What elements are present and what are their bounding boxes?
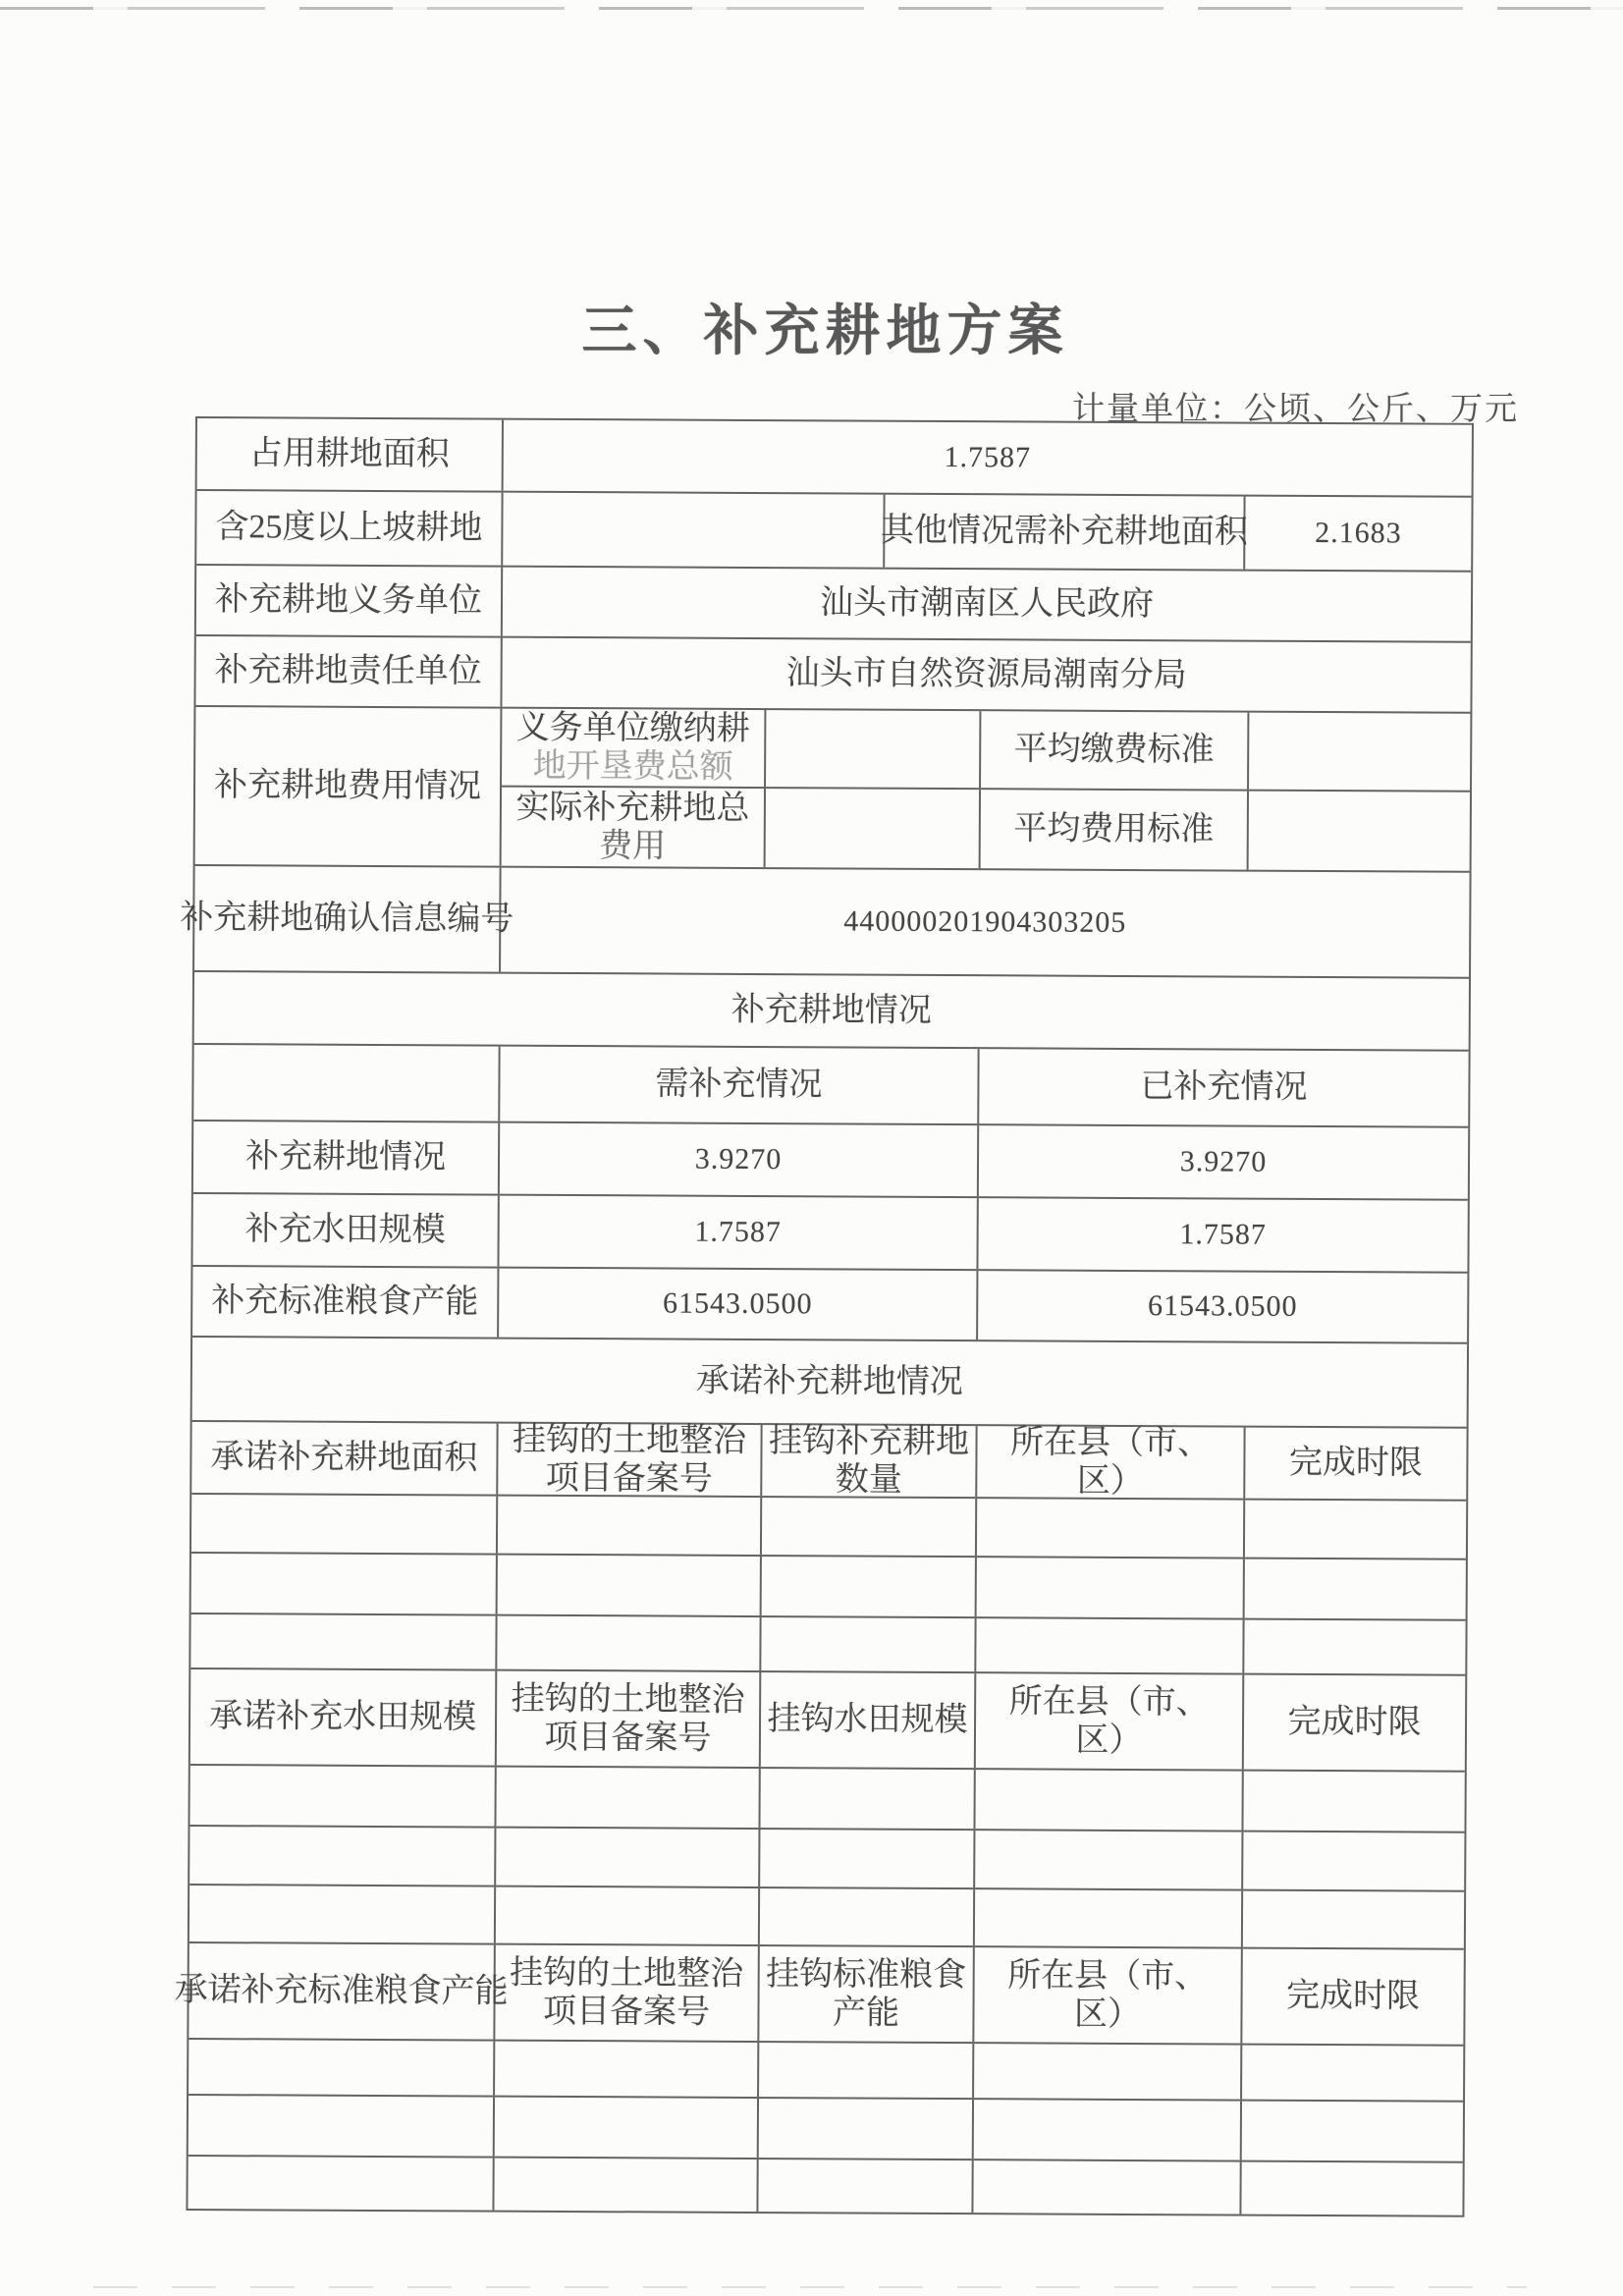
fee-paid-total-label (502, 709, 766, 787)
commitment-group-header-row (190, 1669, 1465, 1773)
empty-cell (762, 1498, 977, 1556)
other-need-area-label: 其他情况需补充耕地面积 (885, 495, 1245, 570)
commitment-group-header-row (191, 1422, 1466, 1502)
supplement-row-need-value: 1.7587 (499, 1196, 978, 1270)
linked-supplement-quantity-header: 挂钩补充耕地数量 (762, 1425, 977, 1497)
county-header: 所在县（市、区） (977, 1426, 1245, 1498)
obligation-unit-value: 汕头市潮南区人民政府 (819, 584, 1155, 624)
empty-cell (190, 1614, 497, 1669)
linked-project-record-no-header: 挂钩的土地整治项目备案号 (497, 1671, 761, 1767)
fee-paid-total-label-line1: 义务单位缴纳耕 (515, 709, 750, 747)
deadline-header: 完成时限 (1288, 1445, 1424, 1483)
commitment-grain-capacity-label: 承诺补充标准粮食产能 (189, 1943, 495, 2040)
empty-cell (191, 1495, 498, 1554)
supplement-row-need-value: 61543.0500 (499, 1269, 978, 1340)
actual-fee-total-label-line2: 费用 (599, 828, 667, 865)
empty-cell (498, 1497, 762, 1555)
empty-cell (1244, 1620, 1465, 1674)
empty-cell (1241, 2162, 1462, 2215)
supplement-section-header-row (194, 972, 1469, 1052)
linked-paddy-scale-header: 挂钩水田规模 (761, 1672, 976, 1768)
empty-cell (497, 1616, 761, 1670)
empty-cell (760, 1830, 975, 1887)
empty-cell (189, 2096, 495, 2157)
empty-cell (760, 1769, 975, 1829)
actual-fee-total-label (502, 788, 766, 867)
actual-fee-total-value (766, 789, 981, 868)
table-row (196, 566, 1471, 643)
empty-data-row (188, 2157, 1462, 2215)
empty-data-row (191, 1495, 1466, 1560)
table-row (197, 418, 1472, 498)
supplement-blank-corner-cell (193, 1045, 500, 1121)
actual-fee-total-label-line1: 实际补充耕地总 (515, 789, 750, 827)
empty-cell (191, 1554, 498, 1614)
done-column-header: 已补充情况 (1140, 1068, 1308, 1107)
table-row (195, 636, 1470, 714)
avg-cost-standard-label: 平均费用标准 (981, 790, 1249, 869)
deadline-header: 完成时限 (1285, 1978, 1421, 2016)
supplement-row-done-value: 61543.0500 (1147, 1288, 1298, 1323)
page-title: 三、补充耕地方案 (581, 301, 1069, 362)
slope25-label: 含25度以上坡耕地 (196, 491, 503, 566)
empty-cell (975, 1831, 1243, 1888)
empty-data-row (190, 1614, 1465, 1676)
supplement-data-row (192, 1267, 1467, 1344)
empty-cell (494, 2159, 758, 2212)
linked-grain-capacity-header: 挂钩标准粮食产能 (759, 1946, 974, 2042)
confirm-number-value: 440000201904303205 (843, 904, 1127, 939)
empty-cell (495, 2098, 759, 2158)
commitment-area-label: 承诺补充耕地面积 (191, 1422, 498, 1495)
empty-cell (496, 1829, 760, 1886)
empty-cell (977, 1499, 1245, 1557)
scan-artifact-bottom-line (93, 2286, 1527, 2288)
empty-cell (188, 2157, 494, 2211)
responsible-unit-value: 汕头市自然资源局潮南分局 (785, 655, 1187, 694)
supplement-row-label: 补充水田规模 (192, 1194, 499, 1267)
responsible-unit-label: 补充耕地责任单位 (195, 636, 502, 707)
empty-data-row (189, 2040, 1463, 2103)
empty-data-row (189, 1766, 1464, 1833)
fee-paid-total-label-line2: 地开垦费总额 (532, 747, 733, 786)
empty-cell (189, 1827, 496, 1886)
empty-cell (759, 2043, 974, 2098)
confirm-number-label: 补充耕地确认信息编号 (194, 866, 502, 972)
supplement-row-need-value: 3.9270 (500, 1123, 979, 1197)
supplement-row-label: 补充耕地情况 (193, 1121, 500, 1194)
empty-cell (189, 1766, 496, 1827)
occupied-area-value: 1.7587 (944, 440, 1032, 474)
empty-cell (759, 2099, 974, 2159)
fee-subrow-actual (502, 788, 1470, 871)
empty-cell (1242, 2102, 1463, 2161)
commitment-paddy-label: 承诺补充水田规模 (190, 1669, 497, 1766)
supplement-data-row (193, 1121, 1468, 1201)
need-column-header: 需补充情况 (500, 1047, 979, 1124)
fee-section-label: 补充耕地费用情况 (195, 707, 503, 866)
empty-cell (975, 1889, 1243, 1946)
empty-cell (1243, 1891, 1464, 1948)
empty-cell (1243, 1832, 1464, 1890)
supplement-data-row (192, 1194, 1467, 1274)
county-header: 所在县（市、区） (976, 1673, 1244, 1769)
unit-note: 计量单位：公顷、公斤、万元 (1072, 392, 1519, 427)
empty-cell (496, 1768, 760, 1828)
empty-cell (495, 2042, 759, 2097)
empty-cell (974, 2100, 1242, 2159)
fee-subtable (502, 709, 1471, 871)
obligation-unit-label: 补充耕地义务单位 (196, 566, 503, 636)
commitment-section-header-row (192, 1338, 1467, 1429)
avg-cost-standard-value (1249, 792, 1470, 871)
avg-payment-standard-value (1249, 713, 1470, 791)
deadline-header: 完成时限 (1287, 1704, 1422, 1742)
empty-cell (1245, 1501, 1466, 1558)
fee-subrow-paid (502, 709, 1470, 793)
linked-project-record-no-header: 挂钩的土地整治项目备案号 (495, 1945, 759, 2041)
other-need-area-value: 2.1683 (1315, 516, 1402, 550)
empty-cell (1243, 1772, 1464, 1831)
empty-cell (189, 1886, 496, 1943)
empty-cell (975, 1770, 1243, 1830)
empty-data-row (189, 1827, 1464, 1892)
fee-band-row (195, 707, 1471, 873)
fee-paid-total-value (766, 710, 981, 788)
empty-data-row (189, 1886, 1464, 1950)
supplement-row-done-value: 1.7587 (1179, 1218, 1267, 1251)
empty-data-row (191, 1554, 1466, 1621)
supplement-farmland-table (174, 416, 1474, 2217)
supplement-row-label: 补充标准粮食产能 (192, 1267, 499, 1338)
supplement-columns-header-row (193, 1045, 1468, 1128)
county-header: 所在县（市、区） (974, 1947, 1242, 2043)
empty-data-row (189, 2096, 1463, 2163)
empty-cell (1245, 1559, 1466, 1619)
empty-cell (1242, 2046, 1463, 2101)
scan-artifact-top-line (0, 7, 1623, 10)
occupied-area-label: 占用耕地面积 (197, 418, 504, 491)
table-row (196, 491, 1471, 573)
empty-cell (976, 1618, 1244, 1672)
slope25-value (503, 493, 885, 568)
supplement-row-done-value: 3.9270 (1179, 1145, 1268, 1178)
empty-cell (498, 1556, 762, 1615)
table-row (180, 866, 1470, 979)
empty-cell (760, 1888, 975, 1945)
empty-cell (977, 1558, 1245, 1617)
empty-cell (758, 2159, 973, 2213)
avg-payment-standard-label: 平均缴费标准 (981, 711, 1249, 789)
empty-cell (761, 1617, 976, 1671)
commitment-group-header-row (174, 1943, 1463, 2047)
empty-cell (762, 1557, 977, 1616)
empty-cell (189, 2040, 495, 2096)
empty-cell (974, 2044, 1242, 2099)
empty-cell (973, 2160, 1241, 2214)
linked-project-record-no-header: 挂钩的土地整治项目备案号 (498, 1424, 762, 1496)
empty-cell (496, 1887, 760, 1944)
supplement-section-header: 补充耕地情况 (730, 992, 932, 1030)
commitment-section-header: 承诺补充耕地情况 (695, 1363, 963, 1401)
